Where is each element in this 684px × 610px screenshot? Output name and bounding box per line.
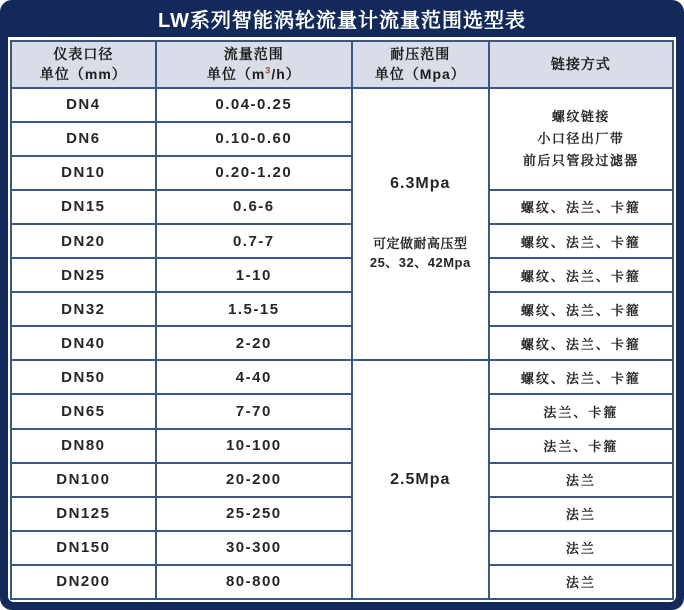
pressure-low-value: 2.5Mpa [390, 470, 451, 488]
cell-dn: DN80 [11, 429, 156, 463]
table-row [11, 565, 673, 599]
cell-dn: DN200 [11, 565, 156, 599]
cell-flow-range: 7-70 [156, 394, 352, 428]
cell-connection: 法兰 [489, 565, 673, 599]
flow-range-selection-table [10, 40, 674, 600]
cell-connection: 螺纹、法兰、卡箍 [489, 360, 673, 394]
pressure-high-value: 6.3Mpa [390, 175, 451, 193]
cell-connection: 螺纹、法兰、卡箍 [489, 292, 673, 326]
table-row [11, 224, 673, 258]
cell-connection: 螺纹、法兰、卡箍 [489, 224, 673, 258]
header-pressure-line1: 耐压范围 [390, 46, 451, 62]
cell-flow-range: 0.20-1.20 [156, 156, 352, 190]
table-row [11, 190, 673, 224]
table-row [11, 429, 673, 463]
header-connection: 链接方式 [489, 41, 673, 88]
cell-dn: DN20 [11, 224, 156, 258]
cell-connection: 法兰 [489, 531, 673, 565]
cell-connection: 螺纹、法兰、卡箍 [489, 190, 673, 224]
cell-dn: DN10 [11, 156, 156, 190]
cell-flow-range: 30-300 [156, 531, 352, 565]
header-flow-line2: 单位$(m^3/h)$ [206, 65, 301, 83]
table-row [11, 292, 673, 326]
cell-dn: DN150 [11, 531, 156, 565]
header-flow-line1: 流量范围 [223, 46, 284, 62]
cell-connection: 法兰、卡箍 [489, 394, 673, 428]
cell-dn: DN25 [11, 258, 156, 292]
cell-dn: DN100 [11, 463, 156, 497]
cell-flow-range: 80-800 [156, 565, 352, 599]
cell-connection: 螺纹、法兰、卡箍 [489, 258, 673, 292]
header-diameter-line1: 仪表口径 [53, 46, 114, 62]
table-row [11, 463, 673, 497]
table-row [11, 531, 673, 565]
cell-dn: DN125 [11, 497, 156, 531]
cell-connection-small-bore-merged: 螺纹链接 小口径出厂带 前后只管段过滤器 [489, 88, 673, 190]
cell-flow-range: 2-20 [156, 326, 352, 360]
header-row [11, 41, 673, 88]
cell-flow-range: 25-250 [156, 497, 352, 531]
table-row [11, 88, 673, 122]
cell-flow-range: 0.04-0.25 [156, 88, 352, 122]
cell-dn: DN32 [11, 292, 156, 326]
cell-dn: DN40 [11, 326, 156, 360]
cell-pressure-low-merged [352, 360, 489, 599]
pressure-high-note: 可定做耐高压型 25、32、42Mpa [369, 236, 471, 270]
header-diameter [11, 41, 156, 88]
cell-flow-range: 0.10-0.60 [156, 122, 352, 156]
cell-connection: 法兰 [489, 497, 673, 531]
header-diameter-line2: 单位（mm） [39, 66, 127, 83]
table-row [11, 326, 673, 360]
table-row [11, 497, 673, 531]
cell-pressure-high-merged [352, 88, 489, 361]
cell-flow-range: 1.5-15 [156, 292, 352, 326]
cell-flow-range: 0.6-6 [156, 190, 352, 224]
cell-flow-range: 4-40 [156, 360, 352, 394]
cell-dn: DN6 [11, 122, 156, 156]
cell-connection: 螺纹、法兰、卡箍 [489, 326, 673, 360]
table-row [11, 360, 673, 394]
cell-dn: DN65 [11, 394, 156, 428]
table-row [11, 394, 673, 428]
cell-connection: 法兰、卡箍 [489, 429, 673, 463]
cubic-meter-superscript: 3 [265, 65, 272, 76]
cell-dn: DN4 [11, 88, 156, 122]
cell-flow-range: 1-10 [156, 258, 352, 292]
cell-flow-range: 0.7-7 [156, 224, 352, 258]
cell-flow-range: 10-100 [156, 429, 352, 463]
header-pressure-line2: 单位（Mpa） [374, 66, 466, 83]
table-panel [8, 37, 676, 602]
cell-dn: DN50 [11, 360, 156, 394]
table-title: LW系列智能涡轮流量计流量范围选型表 [158, 10, 526, 32]
header-flow-range [156, 41, 352, 88]
cell-connection: 法兰 [489, 463, 673, 497]
cell-dn: DN15 [11, 190, 156, 224]
cell-flow-range: 20-200 [156, 463, 352, 497]
header-pressure [352, 41, 489, 88]
table-row [11, 258, 673, 292]
